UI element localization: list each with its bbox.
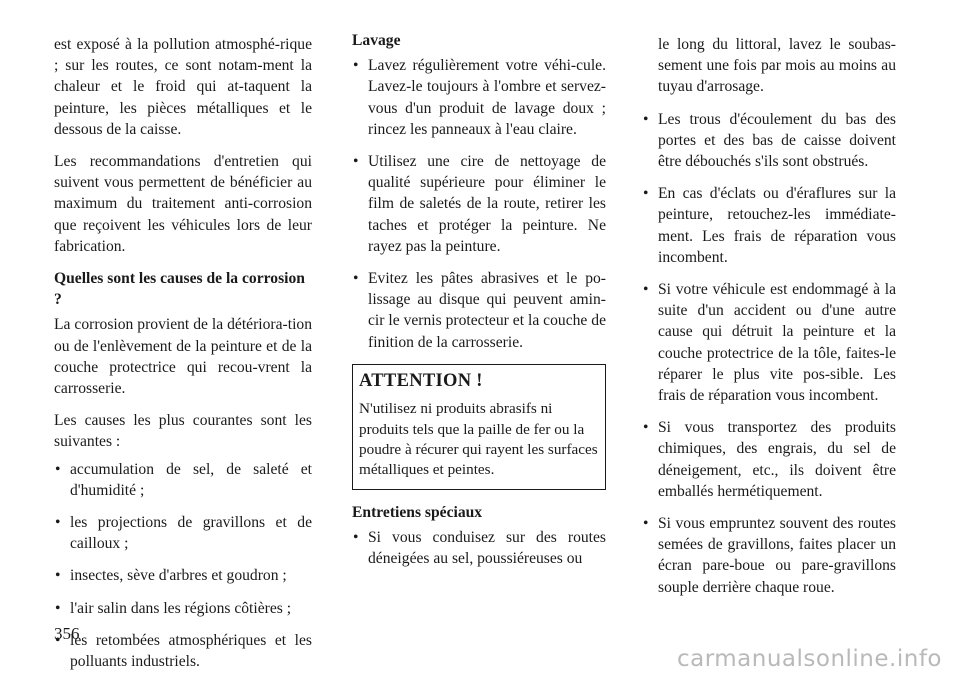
column-1 [54,34,312,683]
causes-list [54,459,312,673]
watermark: carmanualsonline.info [676,646,942,672]
list-item-continued: le long du littoral, lavez le soubas-sement une fois par mois au moins au tuyau d'arrosage. [658,36,896,96]
special-list-start [352,527,606,569]
list-item: • Evitez les pâtes abrasives et le po-lissage au disque qui peuvent amin-cir le vernis protecteur et la couche de finition de la carrosserie. [352,268,606,353]
paragraph-corrosion: La corrosion provient de la détériora-tion ou de l'enlèvement de la peinture et de la couche protectrice qui recou-vrent la carrosserie. [54,316,312,398]
paragraph-recommendations: Les recommandations d'entretien qui suivent vous permettent de bénéficier au maximum du traitement anti-corrosion que reçoivent les véhicules lors de leur fabrication. [54,153,312,255]
list-item: • Les trous d'écoulement du bas des portes et des bas de caisse doivent être débouchés s'ils sont obstrués. [642,109,896,173]
column-2 [352,34,606,580]
list-item: • les retombées atmosphériques et les polluants industriels. [54,630,312,672]
list-item: • Utilisez une cire de nettoyage de qualité supérieure pour éliminer le film de saletés de la route, retirer les taches et protéger la peinture. Ne rayez pas la peinture. [352,151,606,257]
heading-corrosion-causes: Quelles sont les causes de la corrosion ? [54,270,305,309]
list-item: • Si votre véhicule est endommagé à la suite d'un accident ou d'une autre cause qui détruit la peinture et la couche protectrice de la tôle, faites-le réparer le plus vite pos-sible. Les frais de réparation vous incombent. [642,279,896,406]
page-number: 356 [54,624,80,643]
heading-special-maintenance: Entretiens spéciaux [352,503,483,521]
list-item: • Si vous conduisez sur des routes déneigées au sel, poussiéreuses ou [352,527,606,569]
paragraph-causes-intro: Les causes les plus courantes sont les suivantes : [54,412,312,451]
list-item: • Si vous transportez des produits chimiques, des engrais, du sel de déneigement, etc., ils doivent être emballés hermétiquement. [642,417,896,502]
list-item: • accumulation de sel, de saleté et d'humidité ; [54,459,312,501]
warning-box [352,364,606,490]
paragraph-intro: est exposé à la pollution atmosphé-rique ; sur les routes, ce sont notam-ment la chaleur et le froid qui at-taquent la peinture, les pièces métalliques et le dessous de la caisse. [54,36,312,138]
list-item: • Lavez régulièrement votre véhi-cule. Lavez-le toujours à l'ombre et servez-vous d'un produit de lavage doux ; rincez les panneaux à l'eau claire. [352,55,606,140]
column-3 [642,34,896,609]
lavage-list [352,55,606,353]
special-list [642,34,896,598]
list-item: • En cas d'éclats ou d'éraflures sur la peinture, retouchez-les immédiate-ment. Les frais de réparation vous incombent. [642,183,896,268]
list-item: • les projections de gravillons et de cailloux ; [54,512,312,554]
list-item: • insectes, sève d'arbres et goudron ; [54,565,312,586]
list-item: • Si vous empruntez souvent des routes semées de gravillons, faites placer un écran pare-boue ou pare-gravillons souple derrière chaque roue. [642,513,896,598]
heading-lavage: Lavage [352,32,401,49]
warning-text: N'utilisez ni produits abrasifs ni produits tels que la paille de fer ou la poudre à récurer qui rayent les surfaces métalliques et peintes. [359,400,598,479]
list-item: • l'air salin dans les régions côtières ; [54,598,312,619]
warning-title: ATTENTION ! [359,370,483,391]
